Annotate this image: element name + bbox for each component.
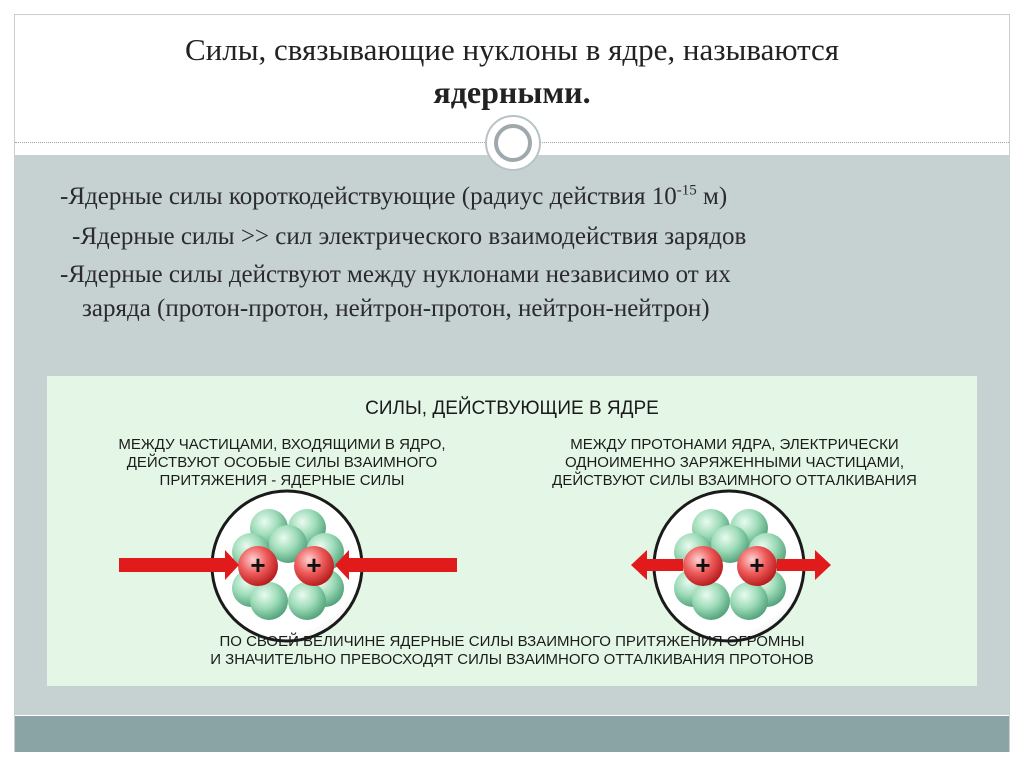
repulsion-arrow-right-head bbox=[815, 550, 831, 580]
attraction-arrow-right bbox=[347, 558, 457, 572]
nuclear-forces-figure bbox=[47, 376, 977, 686]
bullet-charge-independent-cont: заряда (протон-протон, нейтрон-протон, нейтрон-нейтрон) bbox=[82, 295, 710, 322]
attraction-arrow-left bbox=[119, 558, 227, 572]
title-line-2: ядерными. bbox=[433, 74, 591, 110]
bullet-charge-independent: -Ядерные силы действуют между нуклонами независимо от их bbox=[60, 261, 731, 288]
footer-bar bbox=[15, 716, 1009, 752]
figure-heading: СИЛЫ, ДЕЙСТВУЮЩИЕ В ЯДРЕ bbox=[365, 398, 659, 419]
neutron bbox=[730, 582, 768, 620]
proton-sign: + bbox=[250, 550, 266, 580]
bullet-vs-electric: -Ядерные силы >> сил электрического взаимодействия зарядов bbox=[72, 223, 747, 250]
attraction-caption: МЕЖДУ ЧАСТИЦАМИ, ВХОДЯЩИМИ В ЯДРО, ДЕЙСТВУЮТ ОСОБЫЕ СИЛЫ ВЗАИМНОГО ПРИТЯЖЕНИЯ - ЯДЕРНЫЕ СИЛЫ bbox=[118, 436, 446, 489]
bullet-list bbox=[0, 0, 1024, 340]
proton-sign: + bbox=[695, 550, 711, 580]
repulsion-caption: МЕЖДУ ПРОТОНАМИ ЯДРА, ЭЛЕКТРИЧЕСКИ ОДНОИМЕННО ЗАРЯЖЕННЫМИ ЧАСТИЦАМИ, ДЕЙСТВУЮТ СИЛЫ ВЗАИМНОГО ОТТАЛКИВАНИЯ bbox=[552, 436, 917, 489]
neutron bbox=[250, 582, 288, 620]
neutron bbox=[288, 582, 326, 620]
title-line-1: Силы, связывающие нуклоны в ядре, называются bbox=[184, 32, 840, 67]
comparison-caption: ПО СВОЕЙ ВЕЛИЧИНЕ ЯДЕРНЫЕ СИЛЫ ВЗАИМНОГО ПРИТЯЖЕНИЯ ОГРОМНЫ И ЗНАЧИТЕЛЬНО ПРЕВОСХОДЯТ СИЛЫ ВЗАИМНОГО ОТТАЛКИВАНИЯ ПРОТОНОВ bbox=[210, 633, 814, 668]
proton-sign: + bbox=[306, 550, 322, 580]
neutron bbox=[692, 582, 730, 620]
repulsion-arrow-right bbox=[777, 559, 817, 571]
bullet-short-range: -Ядерные силы короткодействующие (радиус действия $10^{-15}$ м) bbox=[60, 182, 728, 210]
repulsion-arrow-left-head bbox=[631, 550, 647, 580]
proton-sign: + bbox=[749, 550, 765, 580]
repulsion-arrow-left bbox=[645, 559, 683, 571]
